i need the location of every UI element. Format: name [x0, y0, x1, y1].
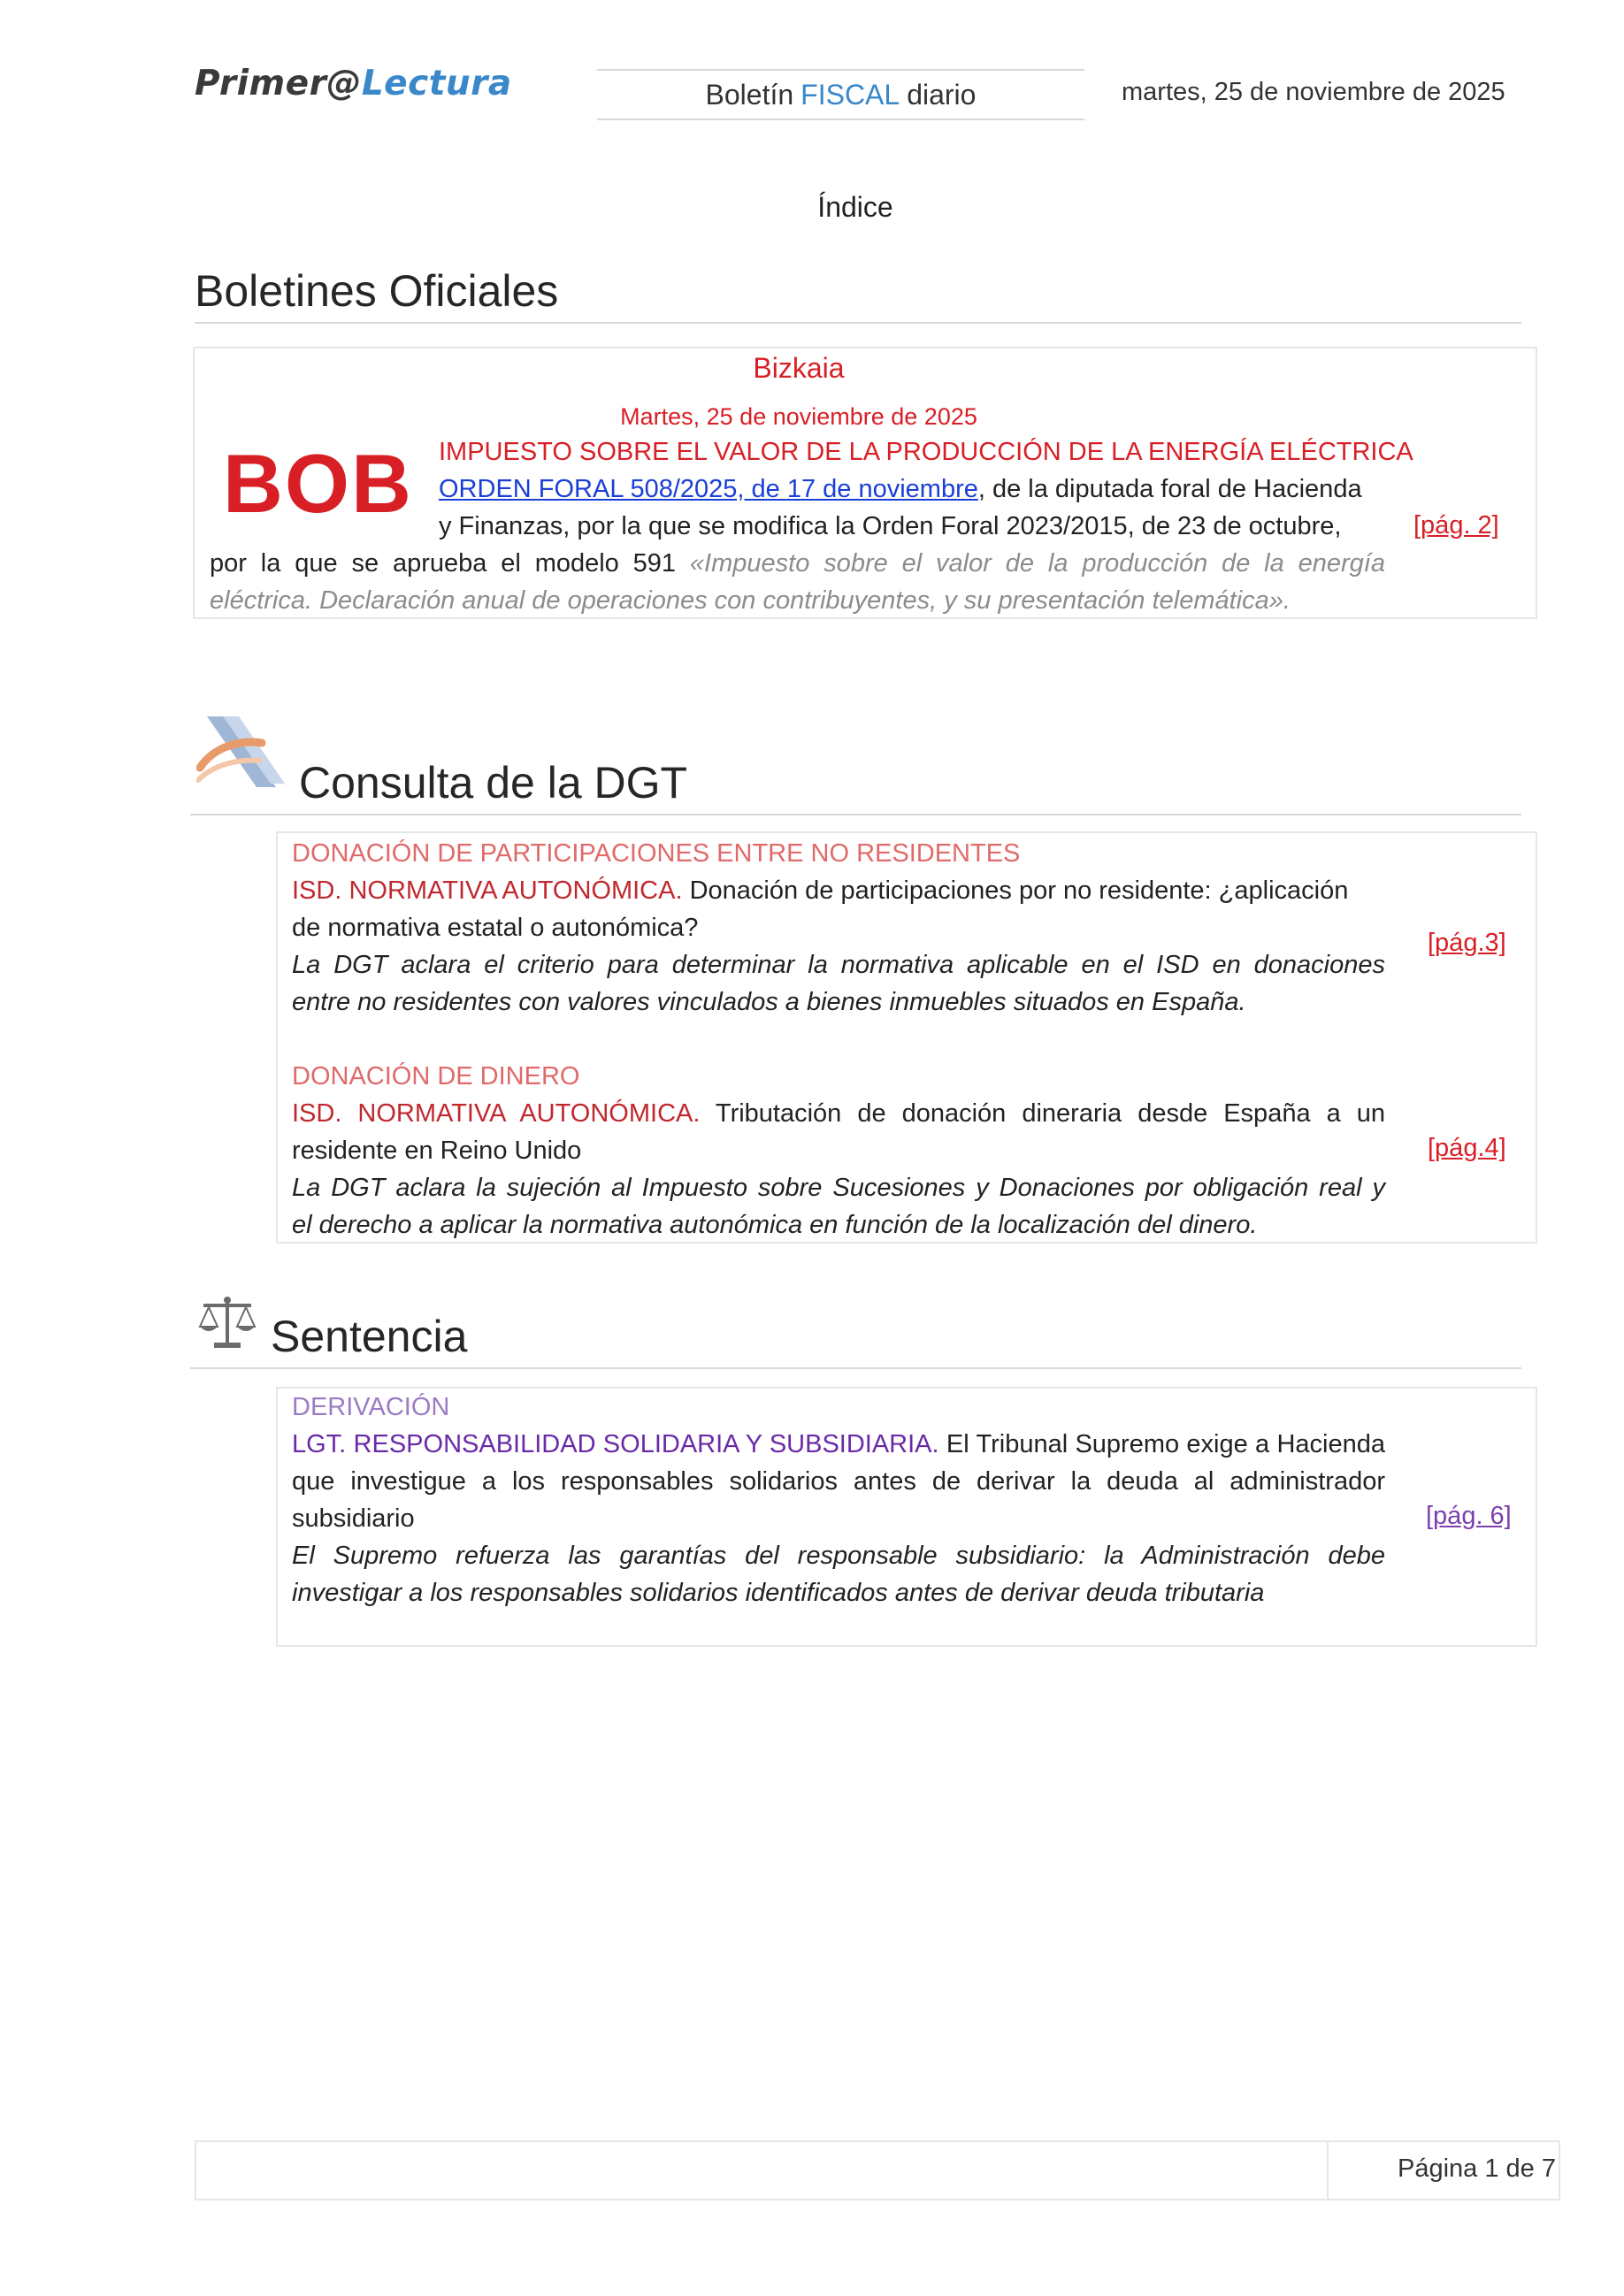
boletin-line3-pre: por la que se aprueba el modelo 591 [210, 549, 690, 578]
boletin-category-text: IMPUESTO SOBRE EL VALOR DE LA PRODUCCIÓN DE LA ENERGÍA ELÉCTRICA [439, 438, 1413, 466]
sentencia-summary2: investigar a los responsables solidarios identificados antes de derivar deuda tributaria [292, 1579, 1265, 1607]
section-divider [190, 1367, 1521, 1369]
dgt-item1-line1: ISD. NORMATIVA AUTONÓMICA. Donación de participaciones por no residente: ¿aplicación [292, 876, 1349, 905]
dgt-item1-summary2: entre no residentes con valores vinculados a bienes inmuebles situados en España. [292, 988, 1246, 1016]
sentencia-text1: El Tribunal Supremo exige a Hacienda [938, 1430, 1385, 1458]
bulletin-title [597, 69, 1084, 120]
agencia-tributaria-icon [196, 713, 285, 792]
sentencia-line3: subsidiario [292, 1504, 415, 1533]
dgt-item1-lead: ISD. NORMATIVA AUTONÓMICA [292, 876, 676, 905]
sentencia-category: DERIVACIÓN [292, 1393, 450, 1421]
header-date: martes, 25 de noviembre de 2025 [1122, 78, 1505, 106]
region-title: Bizkaia [753, 352, 845, 384]
title-fiscal: FISCAL [801, 78, 900, 111]
dgt-item2-summary1: La DGT aclara la sujeción al Impuesto sobre Sucesiones y Donaciones por obligación real y [292, 1174, 1385, 1202]
section-title-dgt: Consulta de la DGT [299, 758, 688, 807]
dgt-item1-summary1: La DGT aclara el criterio para determinar la normativa aplicable en el ISD en donaciones [292, 951, 1385, 979]
footer-separator [1327, 2140, 1329, 2200]
index-title: Índice [817, 191, 893, 223]
page-number: Página 1 de 7 [1398, 2154, 1556, 2183]
dgt-item1-category: DONACIÓN DE PARTICIPACIONES ENTRE NO RESIDENTES [292, 839, 1021, 868]
boletin-line4: eléctrica. Declaración anual de operaciones con contribuyentes, y su presentación telemática». [210, 586, 1291, 615]
logo-part2: Lectura [361, 64, 512, 103]
dgt-item2-page-ref[interactable]: [pág.4] [1428, 1134, 1506, 1162]
boletin-line3-italic: «Impuesto sobre el valor de la producción de la energía [689, 549, 1385, 578]
boletin-line1-rest: , de la diputada foral de Hacienda [977, 475, 1362, 503]
bob-logo: BOB [223, 437, 413, 530]
dgt-item2-category: DONACIÓN DE DINERO [292, 1062, 580, 1091]
logo-part1: Primer@ [195, 64, 362, 103]
dgt-item2-text1: Tributación de donación dineraria desde España a un [700, 1099, 1385, 1128]
boletin-line3 [210, 545, 1385, 582]
dgt-item1-line2: de normativa estatal o autonómica? [292, 914, 699, 942]
sentencia-lead: LGT. RESPONSABILIDAD SOLIDARIA Y SUBSIDIARIA. [292, 1430, 939, 1458]
dgt-item2-line1: ISD. NORMATIVA AUTONÓMICA. Tributación de donación dineraria desde España a un [292, 1099, 1385, 1128]
section-title-boletines: Boletines Oficiales [195, 266, 559, 316]
footer-box [195, 2140, 1560, 2200]
dgt-item2-line2: residente en Reino Unido [292, 1137, 582, 1165]
scales-of-justice-icon [198, 1295, 257, 1351]
orden-foral-link[interactable]: ORDEN FORAL 508/2025, de 17 de noviembre [439, 475, 978, 503]
section-title-sentencia: Sentencia [271, 1312, 468, 1361]
boletin-line1 [439, 471, 1385, 508]
sentencia-line2: que investigue a los responsables solidarios antes de derivar la deuda al administrador [292, 1467, 1385, 1496]
boletin-category [439, 433, 1413, 471]
title-post: diario [907, 78, 977, 111]
section-divider [195, 322, 1521, 324]
page-ref-link[interactable]: [pág. 2] [1413, 511, 1499, 540]
dgt-item1-text1: Donación de participaciones por no residente: ¿aplicación [682, 876, 1349, 905]
brand-logo [195, 64, 512, 103]
sentencia-summary1: El Supremo refuerza las garantías del responsable subsidiario: la Administración debe [292, 1542, 1385, 1570]
section-divider [190, 814, 1521, 815]
dgt-item2-lead: ISD. NORMATIVA AUTONÓMICA [292, 1099, 693, 1128]
boletin-line2: y Finanzas, por la que se modifica la Orden Foral 2023/2015, de 23 de octubre, [439, 512, 1342, 540]
dgt-item2-summary2: el derecho a aplicar la normativa autonómica en función de la localización del dinero. [292, 1211, 1258, 1239]
sentencia-page-ref[interactable]: [pág. 6] [1426, 1502, 1512, 1530]
dgt-item1-page-ref[interactable]: [pág.3] [1428, 929, 1506, 957]
title-pre: Boletín [705, 78, 794, 111]
sentencia-line1 [292, 1426, 1385, 1463]
boletin-date: Martes, 25 de noviembre de 2025 [620, 403, 977, 430]
